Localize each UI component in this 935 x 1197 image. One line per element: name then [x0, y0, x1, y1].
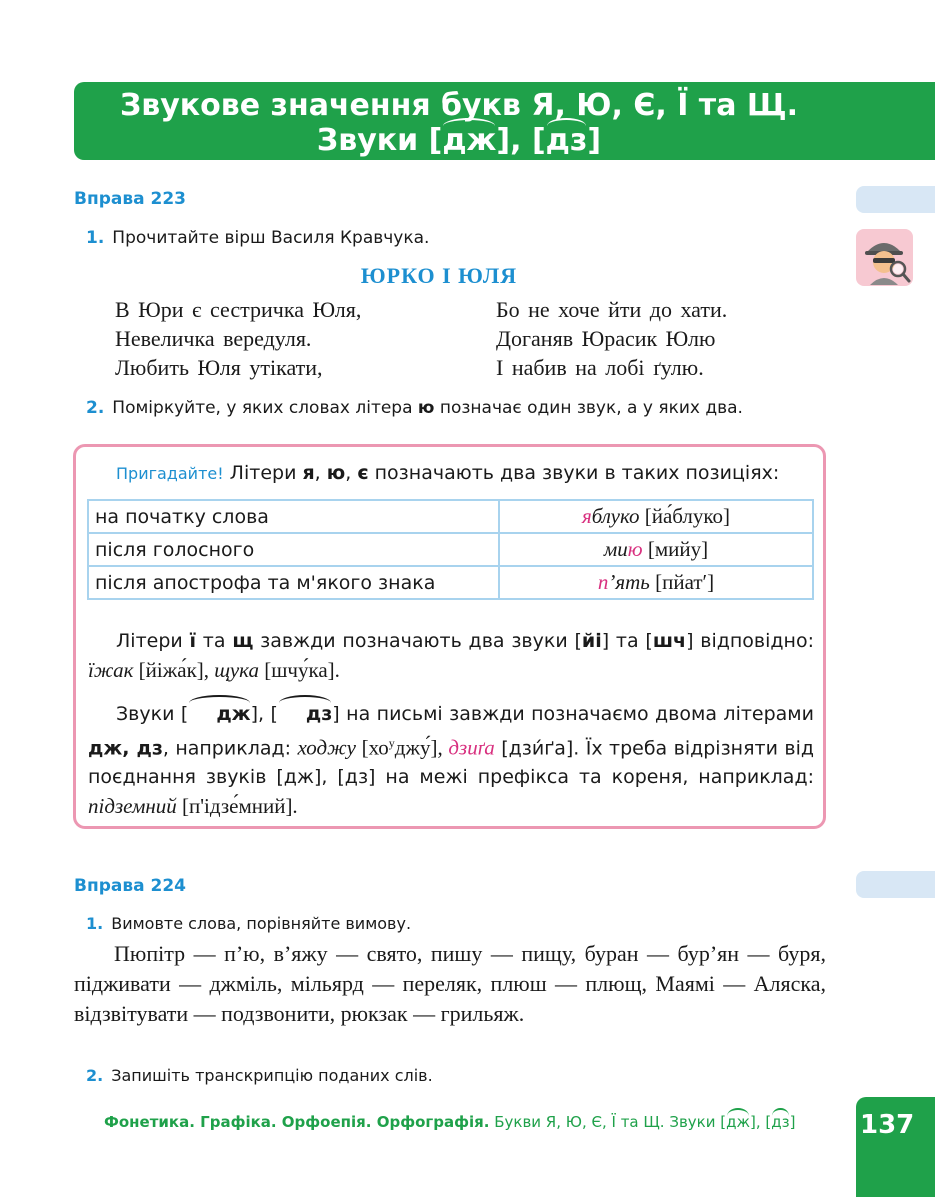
- sound-dz: дз: [545, 123, 588, 158]
- poem-line: І набив на лобі ґулю.: [496, 355, 704, 380]
- poem-right-column: [496, 295, 727, 382]
- exercise-224-side-tab: [856, 871, 935, 898]
- example-cell: мию [мийу]: [499, 533, 813, 566]
- page-number-tab: [856, 1097, 935, 1197]
- exercise-223-side-tab: [856, 186, 935, 213]
- poem-title: ЮРКО І ЮЛЯ: [360, 263, 518, 288]
- rule-intro: Пригадайте! Літери я, ю, є позначають два звуки в таких позиціях:: [116, 462, 780, 484]
- exercise-224-task-1: 1. Вимовте слова, порівняйте вимову.: [86, 914, 412, 933]
- poem-line: Бо не хоче йти до хати.: [496, 297, 728, 322]
- chapter-title-line2: Звуки [дж], [дз]: [316, 123, 602, 158]
- position-cell: після голосного: [88, 533, 499, 566]
- detective-icon: [856, 229, 913, 286]
- positions-table: [87, 499, 814, 600]
- running-footer: Фонетика. Графіка. Орфоепія. Орфографія. Букви Я, Ю, Є, Ї та Щ. Звуки [дж], [дз]: [104, 1113, 796, 1131]
- position-cell: на початку слова: [88, 500, 499, 533]
- example-cell: п’ять [пйат′]: [499, 566, 813, 599]
- rule-paragraph-1: Літери ї та щ завжди позначають два звуки [йі] та [шч] відповідно: їжак [йіжа́к], щука [шчу́ка].: [88, 630, 814, 682]
- poem-left-column: [115, 295, 361, 382]
- remember-hint: Пригадайте!: [116, 464, 224, 483]
- page-number: 137: [860, 1110, 915, 1140]
- chapter-title-band: [74, 82, 935, 160]
- exercise-224-task-2: 2. Запишіть транскрипцію поданих слів.: [86, 1066, 433, 1085]
- table-row: [88, 500, 813, 533]
- chapter-title-line1: Звукове значення букв Я, Ю, Є, Ї та Щ.: [119, 88, 799, 123]
- rule-paragraph-2: Звуки [ дж], [ дз] на письмі завжди позначаємо двома літерами дж, дз, наприклад: ходжу $[хо^уджу́]$, дзиґа [дзи́ґа]. Їх треба відрізняти від поєднання звуків [дж], [дз] на межі префікса та кореня, наприклад: підземний [п'ідзе́мний].: [88, 700, 814, 822]
- poem-line: Любить Юля утікати,: [115, 355, 323, 380]
- exercise-223-task-1: 1. Прочитайте вірш Василя Кравчука.: [86, 228, 430, 248]
- exercise-223-task-2: 2. Поміркуйте, у яких словах літера ю позначає один звук, а у яких два.: [86, 398, 743, 418]
- table-row: [88, 566, 813, 599]
- example-cell: яблуко [йа́блуко]: [499, 500, 813, 533]
- position-cell: після апострофа та м'якого знака: [88, 566, 499, 599]
- poem-line: В Юри є сестричка Юля,: [115, 297, 362, 322]
- table-row: [88, 533, 813, 566]
- sound-dzh: дж: [442, 123, 497, 158]
- exercise-223-heading: Вправа 223: [74, 189, 186, 209]
- exercise-224-word-pairs: Пюпітр — п’ю, в’яжу — свято, пишу — пищу, буран — бур’ян — буря, підживати — джміль, мільярд — переляк, плюш — плющ, Маямі — Аляска, відзвітувати — подзвонити, рюкзак — грильяж.: [74, 941, 826, 1026]
- poem-line: Невеличка вередуля.: [115, 326, 312, 351]
- poem-line: Доганяв Юрасик Юлю: [496, 326, 716, 351]
- exercise-224-heading: Вправа 224: [74, 876, 186, 896]
